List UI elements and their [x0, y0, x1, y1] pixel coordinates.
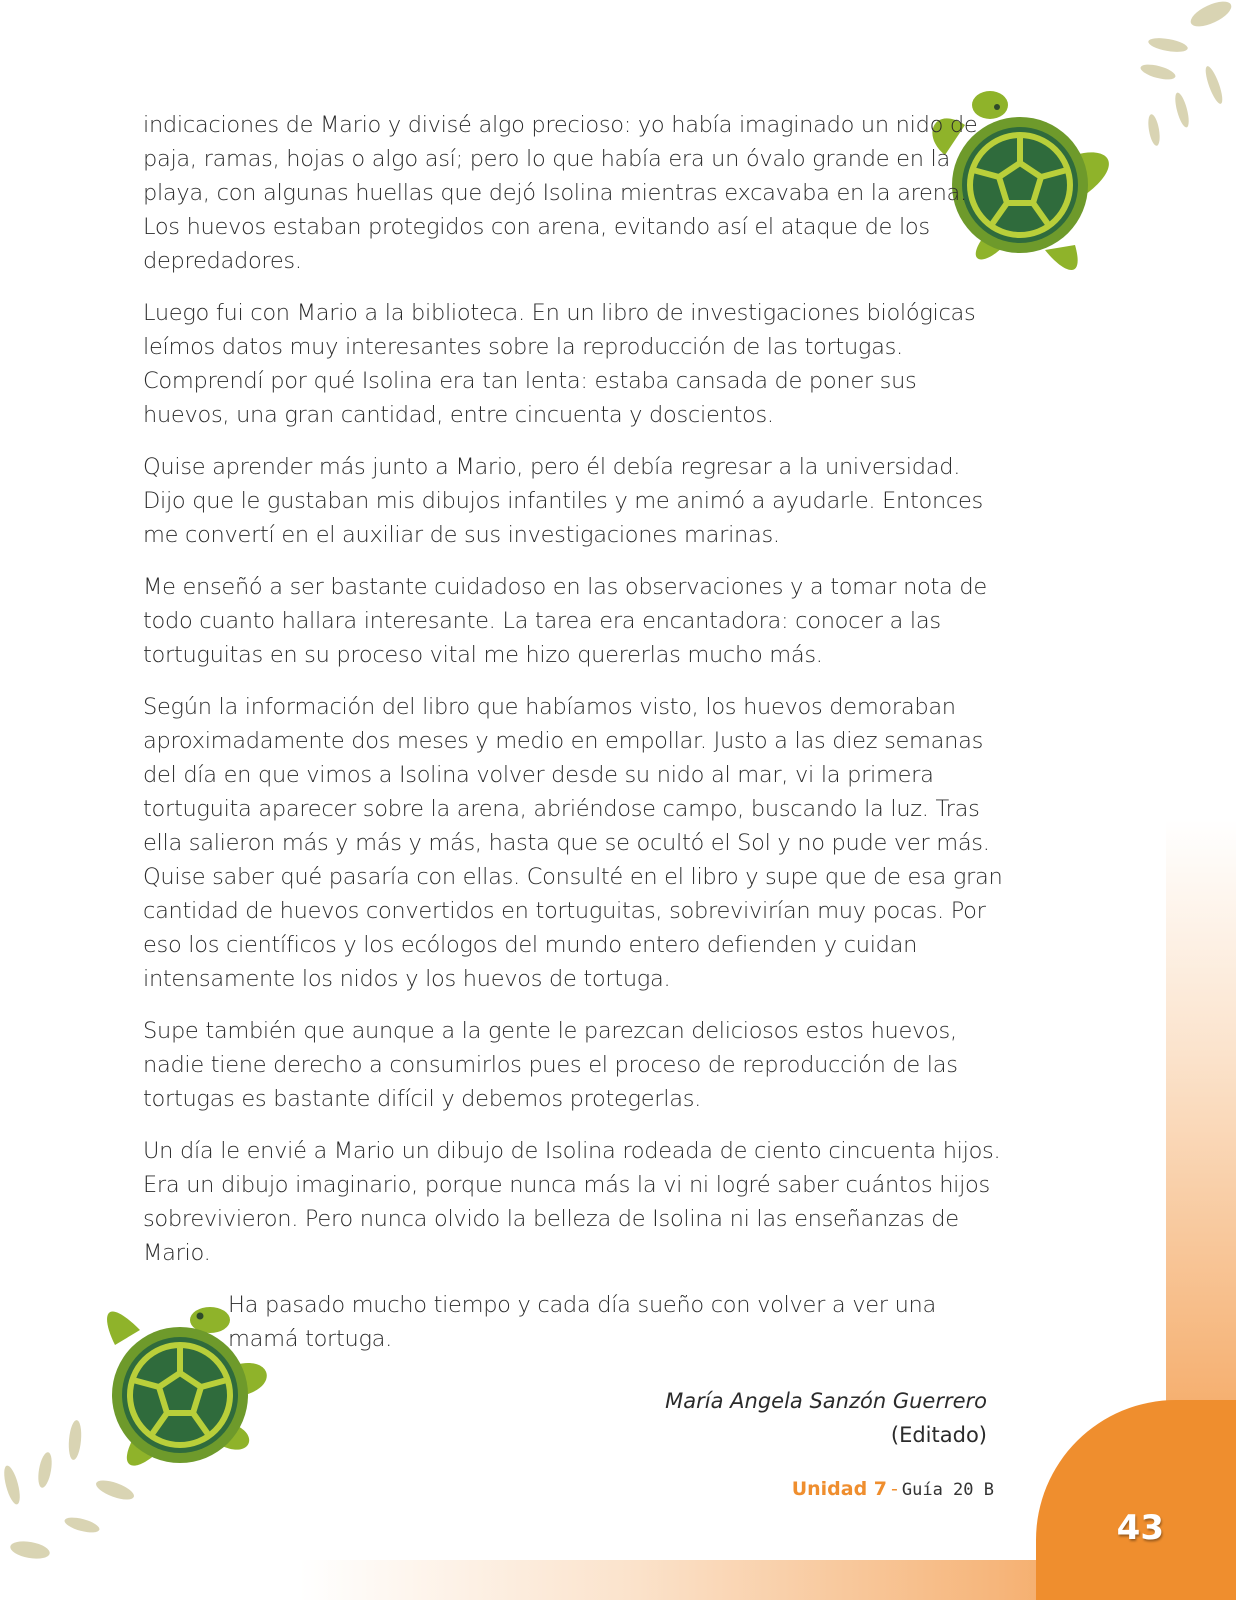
paragraph: Quise aprender más junto a Mario, pero él debía regresar a la universidad. Dijo que le gustaban mis dibujos infantiles y me animó a ayudarle. Entonces me convertí en el auxiliar de sus investigaciones marinas.: [143, 454, 983, 548]
footer-guide: [792, 1478, 994, 1500]
page-corner: [1036, 1400, 1236, 1600]
edited-note: (Editado): [890, 1423, 987, 1447]
author-name: María Angela Sanzón Guerrero: [665, 1389, 987, 1413]
guide-label: Guía 20 B: [901, 1480, 994, 1500]
paragraph: Un día le envié a Mario un dibujo de Isolina rodeada de ciento cincuenta hijos. Era un dibujo imaginario, porque nunca más la vi ni logré saber cuántos hijos sobrevivieron. Pero nunca olvido la belleza de Isolina ni las enseñanzas de Mario.: [143, 1138, 1001, 1266]
paragraph: Supe también que aunque a la gente le parezcan deliciosos estos huevos, nadie tiene derecho a consumirlos pues el proceso de reproducción de las tortugas es bastante difícil y debemos protegerlas.: [143, 1018, 958, 1112]
paragraph: indicaciones de Mario y divisé algo precioso: yo había imaginado un nido de paja, ramas, hojas o algo así; pero lo que había era un óvalo grande en la playa, con algunas huellas que dejó Isolina mientras excavaba en la arena. Los huevos estaban protegidos con arena, evitando así el ataque de los depredadores.: [143, 112, 978, 274]
closing-paragraph: Ha pasado mucho tiempo y cada día sueño con volver a ver una mamá tortuga.: [228, 1292, 936, 1352]
story-text: [143, 108, 1003, 1374]
page-number: 43: [1116, 1508, 1164, 1548]
unit-label: Unidad 7: [791, 1478, 888, 1500]
paragraph: Luego fui con Mario a la biblioteca. En un libro de investigaciones biológicas leímos datos muy interesantes sobre la reproducción de las tortugas. Comprendí por qué Isolina era tan lenta: estaba cansada de poner sus huevos, una gran cantidad, entre cincuenta y doscientos.: [143, 300, 976, 428]
paragraph: Según la información del libro que habíamos visto, los huevos demoraban aproximadamente dos meses y medio en empollar. Justo a las diez semanas del día en que vimos a Isolina volver desde su nido al mar, vi la primera tortuguita aparecer sobre la arena, abriéndose campo, buscando la luz. Tras ella salieron más y más y más, hasta que se ocultó el Sol y no pude ver más. Quise saber qué pasaría con ellas. Consulté en el libro y supe que de esa gran cantidad de huevos convertidos en tortuguitas, sobrevivirían muy pocas. Por eso los científicos y los ecólogos del mundo entero defienden y cuidan intensamente los nidos y los huevos de tortuga.: [143, 694, 1003, 992]
paragraph: Me enseñó a ser bastante cuidadoso en las observaciones y a tomar nota de todo cuanto hallara interesante. La tarea era encantadora: conocer a las tortuguitas en su proceso vital me hizo quererlas mucho más.: [143, 574, 987, 668]
author-credit: [665, 1384, 987, 1452]
footer-dash: -: [891, 1478, 898, 1500]
